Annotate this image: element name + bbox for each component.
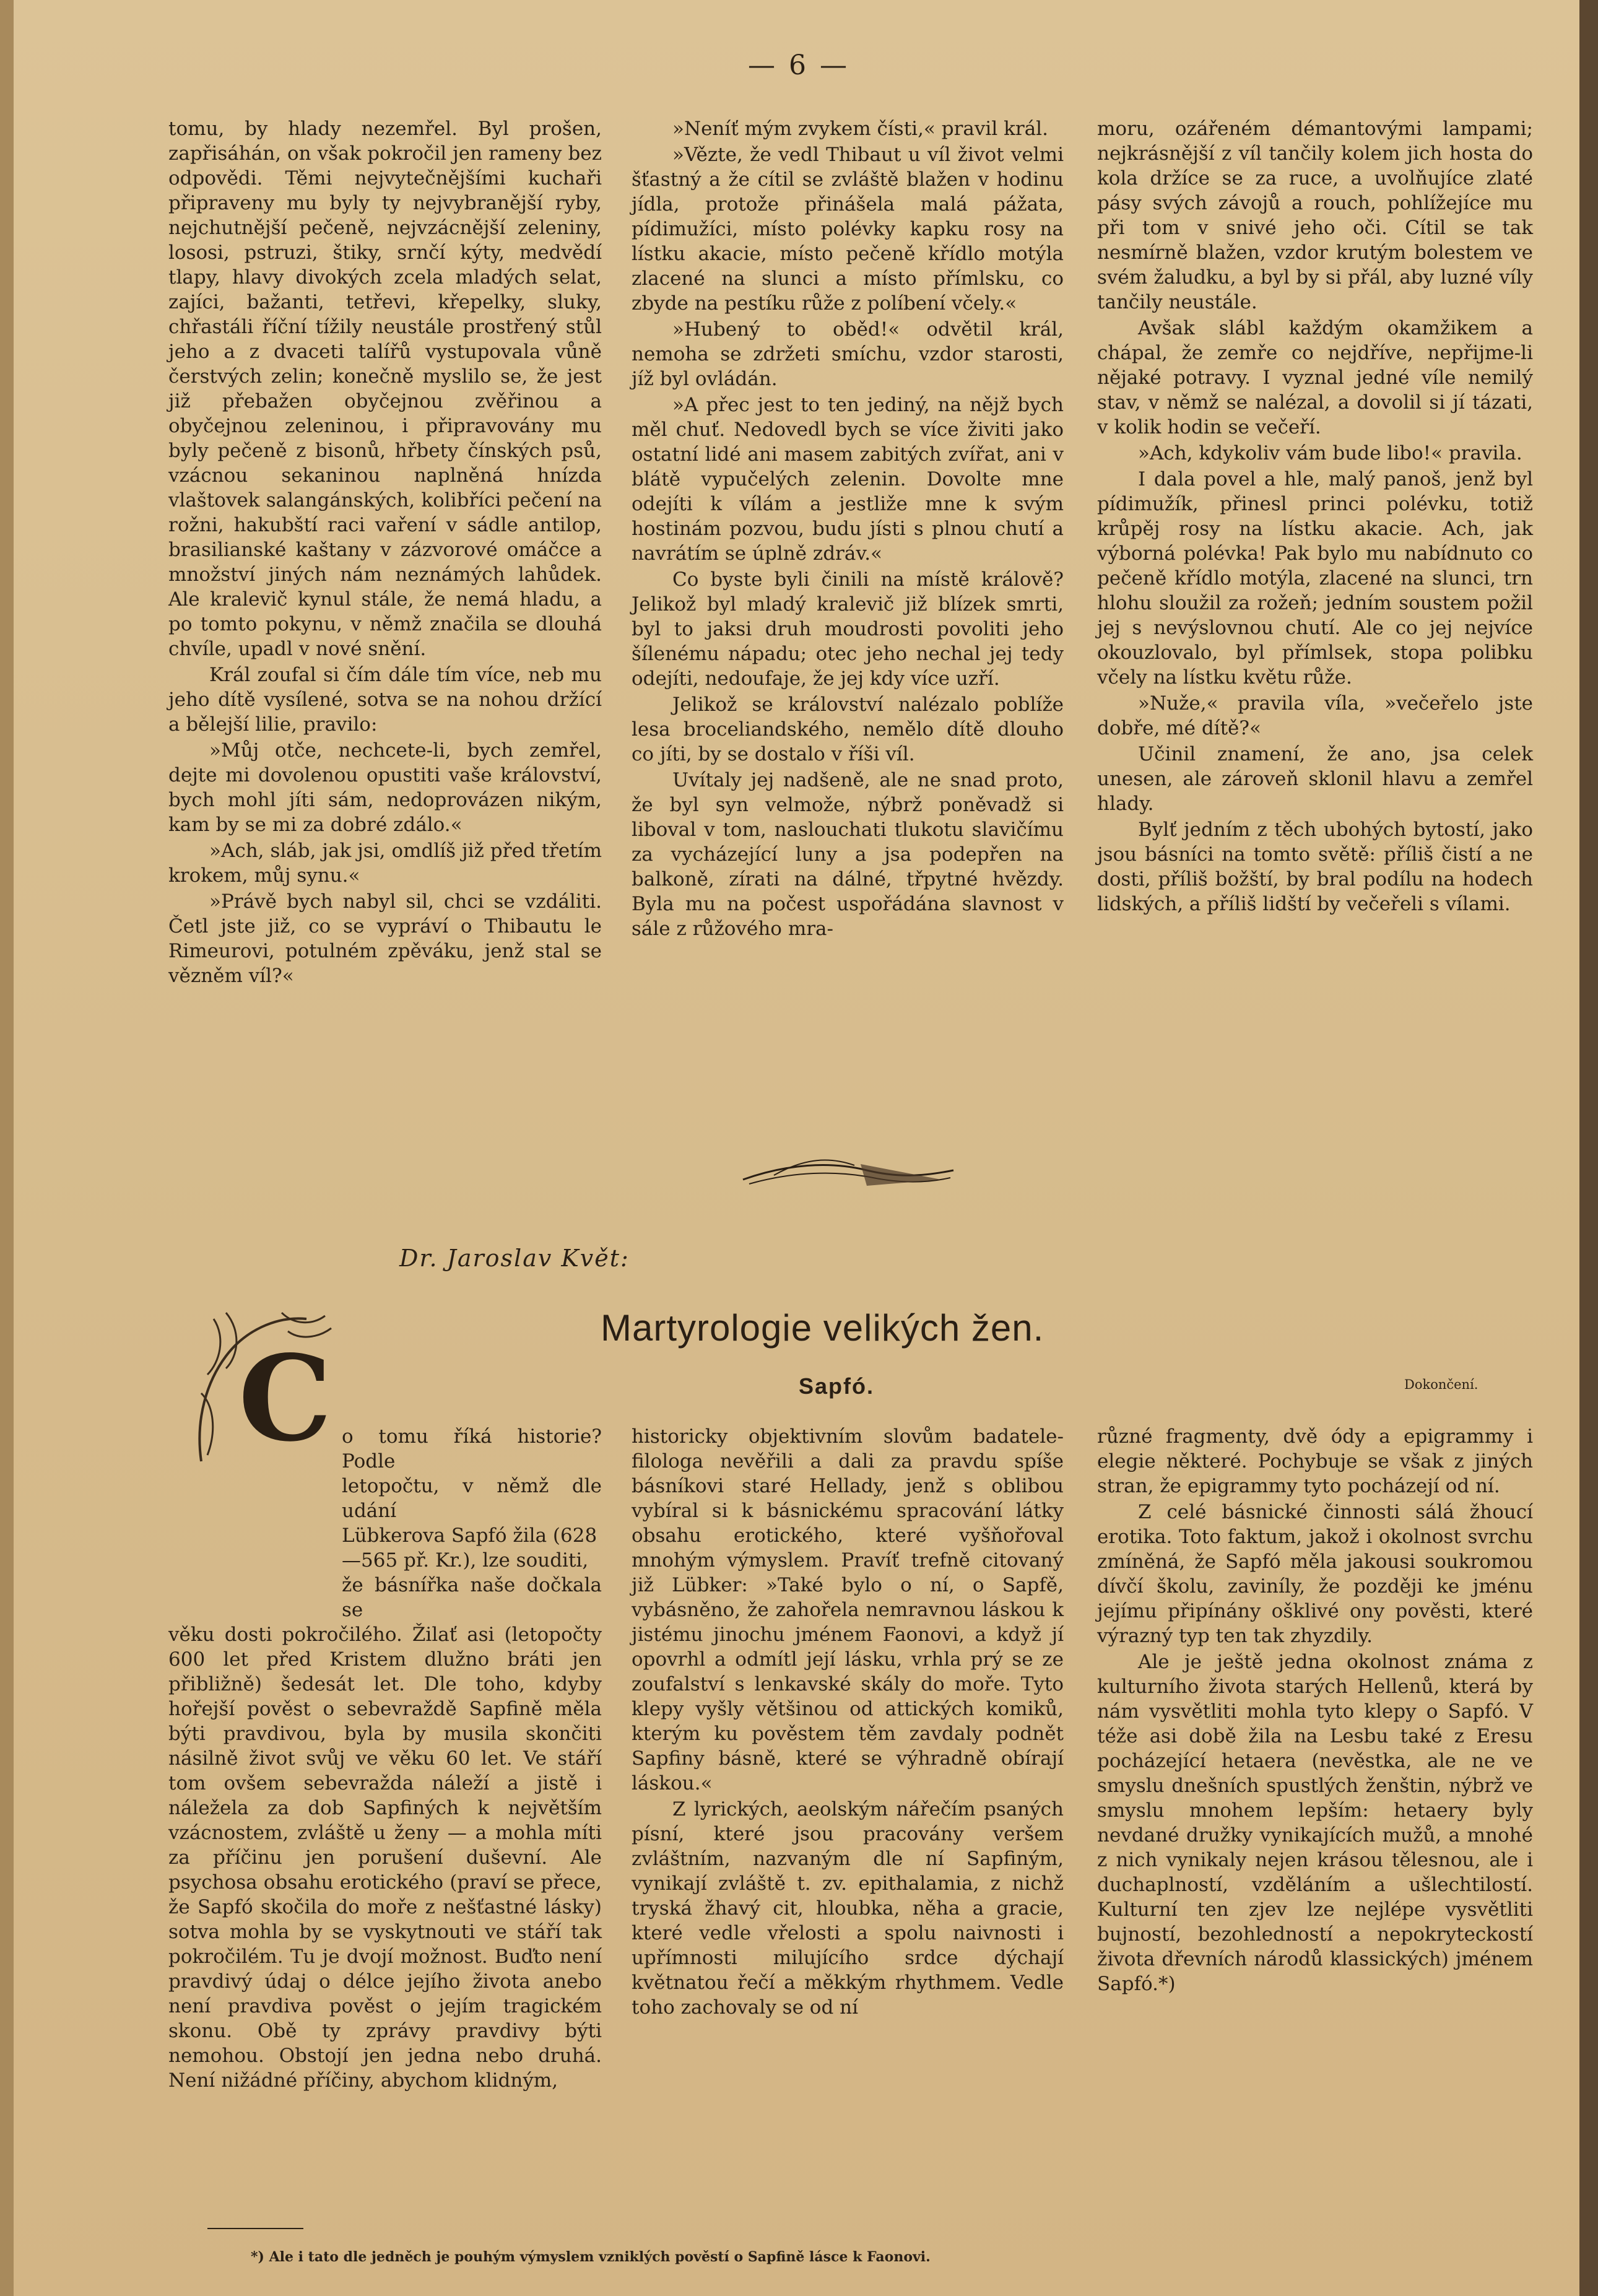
text-line: —565 př. Kr.), lze souditi, — [342, 1549, 589, 1572]
story-column-2 — [632, 116, 1064, 941]
text-line: letopočtu, v němž dle udání — [342, 1475, 602, 1522]
paragraph: Co byste byli činili na místě králově? Jelikož byl mladý kralevič již blízek smrti, byl to jaksi druh moudrosti povoliti jeho šílenému nápadu; otec jeho nechal jej tedy odejíti, nedoufaje, že jej kdy více uzří. — [632, 568, 1064, 690]
paragraph: Avšak slábl každým okamžikem a chápal, že zemře co nejdříve, nepřijme-li nějaké potravy. I vyznal jedné víle nemilý stav, v němž se nalézal, a dovolil si jí tázati, v kolik hodin se večeří. — [1097, 317, 1533, 438]
paragraph: »Ach, kdykoliv vám bude libo!« pravila. — [1138, 442, 1522, 464]
quill-ornament — [737, 1152, 960, 1195]
text-line: o tomu říká historie? Podle — [342, 1425, 602, 1472]
paragraph: »Neníť mým zvykem čísti,« pravil král. — [672, 118, 1048, 140]
paragraph: »A přec jest to ten jediný, na nějž bych měl chuť. Nedovedl bych se více živiti jako ostatní lidé ani masem zabitých zvířat, ani v blátě vypučelých zelenin. Dovolte mne odejíti k vílám a jestliže mne k svým hostinám pozvou, budu jísti s plnou chutí a navrátím se úplně zdráv.« — [632, 394, 1064, 565]
article-column-3 — [1097, 1424, 1533, 1996]
article-subtitle: Sapfó. — [799, 1373, 875, 1399]
scan-edge-right — [1579, 0, 1598, 2296]
scan-edge-left — [0, 0, 14, 2296]
paragraph: I dala povel a hle, malý panoš, jenž byl pídimužík, přinesl princi polévku, totiž krůpěj rosy na lístku akacie. Ach, jak výborná polévka! Pak bylo mu nabídnuto co pečeně křídlo motýla, zlacené na slunci, trn hlohu sloužil za rožeň; jedním soustem požil jej s nevýslovnou chutí. Ale co jej nejvíce okouzlovalo, byl přímlsek, stopa polibku včely na lístku květu růže. — [1097, 468, 1533, 689]
paragraph: »Můj otče, nechcete-li, bych zemřel, dejte mi dovolenou opustiti vaše království, bych mohl jíti sám, nedoprovázen nikým, kam by se mi za dobré zdálo.« — [168, 739, 602, 836]
story-column-3 — [1097, 116, 1533, 916]
paragraph: věku dosti pokročilého. Žilať asi (letopočty 600 let před Kristem dlužno bráti jen přibližně) šedesát let. Dle toho, kdyby hořejší pověst o sebevraždě Sapfině měla býti pravdivou, byla by musila skončiti násilně život svůj ve věku 60 let. Ve stáří tom ovšem sebevražda náleží a jistě i náležela za dob Sapfiných k největším vzácnostem, zvláště u ženy — a mohla míti za příčinu jen porušení duševní. Ale psychosa obsahu erotického (praví se přece, že Sapfó skočila do moře z nešťastné lásky) sotva mohla by se vyskytnouti ve stáří tak pokročilém. Tu je dvojí možnost. Buďto není pravdivý údaj o délce jejího života anebo není pravdiva pověst o jejím tragickém skonu. Obě ty zprávy pravdivy býti nemohou. Obstojí jen jedna nebo druhá. Není nižádné příčiny, abychom klidným, — [168, 1624, 602, 2092]
paragraph: moru, ozářeném démantovými lampami; nejkrásnější z víl tančily kolem jich hosta do kola držíce se za ruce, a uvolňujíce zlaté pásy svých závojů a rouch, pohlížejíce mu při tom v snivé jeho oči. Cítil se tak nesmírně blažen, vzdor krutým bolestem ve svém žaludku, a byl by si přál, aby luzné víly tančily neustále. — [1097, 118, 1533, 313]
text-line: že básnířka naše dočkala se — [342, 1574, 602, 1621]
footnote: *) Ale i tato dle jedněch je pouhým výmyslem vzniklých pověstí o Sapfině lásce k Faonovi. — [251, 2249, 931, 2265]
continuation-note: Dokončení. — [1404, 1377, 1479, 1392]
paragraph: Jelikož se království nalézalo poblíže lesa broceliandského, nemělo dítě dlouho co jíti, by se dostalo v říši víl. — [632, 694, 1064, 765]
paragraph: Bylť jedním z těch ubohých bytostí, jako jsou básníci na tomto světě: příliš čistí a ne dosti, příliš božští, by bral podílu na hodech lidských, a příliš lidští by večeřeli s vílami. — [1097, 819, 1533, 915]
paragraph: historicky objektivním slovům badatele-filologa nevěřili a dali za pravdu spíše básníkovi staré Hellady, jenž s oblibou vybíral si k básnickému spracování látky obsahu erotického, které vyšňořoval mnohým výmyslem. Pravíť trefně citovaný již Lübker: »Také bylo o ní, o Sapfě, vybásněno, že zahořela nemravnou láskou k jistému jinochu jménem Faonovi, a když jí opovrhl a odmítl její lásku, vrhla prý se ze zoufalství s lenkavské skály do moře. Tyto klepy vyšly většinou od attických komiků, kterým ku pověstem těm zavdaly podnět Sapfiny básně, které se výhradně obírají láskou.« — [632, 1425, 1064, 1794]
paragraph: Král zoufal si čím dále tím více, neb mu jeho dítě vysílené, sotva se na nohou držící a bělejší lilie, pravilo: — [168, 664, 602, 736]
paragraph: Uvítaly jej nadšeně, ale ne snad proto, že byl syn velmože, nýbrž poněvadž si liboval v tom, naslouchati tlukotu slavičímu za vycházející luny a jsa podepřen na balkoně, zírati na dálné, třpytné hvězdy. Byla mu na počest uspořádána slavnost v sále z růžového mra- — [632, 769, 1064, 940]
paragraph: Z lyrických, aeolským nářečím psaných písní, které jsou pracovány veršem zvláštním, nazvaným dle ní Sapfiným, vynikají zvláště t. zv. epithalamia, z nichž tryská žhavý cit, hloubka, něha a gracie, které vedle vřelosti a spolu naivnosti i upřímnosti milujícího srdce dýchají květnatou řečí a měkkým rhythmem. Vedle toho zachovaly se od ní — [632, 1798, 1064, 2019]
paragraph: Učinil znamení, že ano, jsa celek unesen, ale zároveň sklonil hlavu a zemřel hlady. — [1097, 743, 1533, 815]
story-column-1 — [168, 116, 602, 988]
paragraph: »Hubený to oběd!« odvětil král, nemoha se zdržeti smíchu, vzdor starosti, jíž byl ovládán. — [632, 318, 1064, 390]
page-number: — 6 — — [748, 50, 849, 81]
paragraph: »Nuže,« pravila víla, »večeřelo jste dobře, mé dítě?« — [1097, 692, 1533, 739]
text-line: Lübkerova Sapfó žila (628 — [342, 1524, 597, 1547]
paragraph: Ale je ještě jedna okolnost známa z kulturního života starých Hellenů, která by nám vysvětliti mohla tyto klepy o Sapfó. V téže asi době žila na Lesbu také z Eresu pocházející hetaera (nevěstka, ale ne ve smyslu dnešních spustlých ženštin, nýbrž ve smyslu mnohem lepším: hetaery byly nevdané družky vynikajících mužů, a mnohé z nich vynikaly nejen krásou tělesnou, ale i duchaplností, vzděláním a ušlechtilostí. Kulturní ten zjev lze nejlépe vysvětliti bujností, bezohledností a nepokryteckostí života dřevních národů klassických) jménem Sapfó.*) — [1097, 1651, 1533, 1995]
paragraph: »Právě bych nabyl sil, chci se vzdáliti. Četl jste již, co se vypráví o Thibautu le Rimeurovi, potulném zpěváku, jenž stal se vězněm víl?« — [168, 890, 602, 987]
article-column-1 — [168, 1424, 602, 2093]
footnote-rule — [207, 2228, 303, 2229]
dropcap-indented-lines — [168, 1424, 602, 1622]
article-column-2 — [632, 1424, 1064, 2020]
article-title: Martyrologie velikých žen. — [601, 1307, 1044, 1349]
paragraph: »Vězte, že vedl Thibaut u víl život velmi šťastný a že cítil se zvláště blažen v hodinu jídla, protože přinášela malá pážata, pídimužíci, místo polévky kapku rosy na lístku akacie, místo pečeně křídlo motýla zlacené na slunci a místo přímlsku, co zbyde na pestíku růže z políbení včely.« — [632, 144, 1064, 315]
article-author: Dr. Jaroslav Květ: — [399, 1245, 630, 1272]
paragraph: různé fragmenty, dvě ódy a epigrammy i elegie některé. Pochybuje se však z jiných stran, že epigrammy tyto pocházejí od ní. — [1097, 1425, 1533, 1497]
paragraph: tomu, by hlady nezemřel. Byl prošen, zapřisáhán, on však pokročil jen rameny bez odpovědi. Těmi nejvytečnějšími kuchaři připraveny mu byly ty nejvybranější ryby, nejchutnější pečeně, nejvzácnější zeleniny, lososi, pstruzi, štiky, srnčí kýty, medvědí tlapy, hlavy divokých zcela mladých selat, zajíci, bažanti, tetřevi, křepelky, sluky, chřastáli říční tížily neustále prostřený stůl jeho a z dvaceti talířů vystupovala vůně čerstvých zelin; konečně myslilo se, že jest již přebažen obyčejnou zvěřinou a obyčejnou zeleninou, i připravovány mu byly pečeně z bisonů, hřbety čínských psů, vzácnou sekaninou naplněná hnízda vlaštovek salangánských, kolibříci pečení na rožni, hakubští raci vaření v sádle antilop, brasilianské kaštany v zázvorové omáčce a množství jiných nám neznámých lahůdek. Ale kralevič kynul stále, že nemá hladu, a po tomto pokynu, v němž značila se dlouhá chvíle, upadl v nové snění. — [168, 118, 602, 660]
paragraph: »Ach, sláb, jak jsi, omdlíš již před třetím krokem, můj synu.« — [168, 840, 602, 887]
dropcap-letter: C — [238, 1329, 332, 1468]
paragraph: Z celé básnické činnosti sálá žhoucí erotika. Toto faktum, jakož i okolnost svrchu zmíněná, že Sapfó měla jakousi soukromou dívčí školu, zaviníly, že později ke jménu jejímu připínány ošklivé ony pověsti, které výrazný typ ten tak zhyzdily. — [1097, 1501, 1533, 1647]
